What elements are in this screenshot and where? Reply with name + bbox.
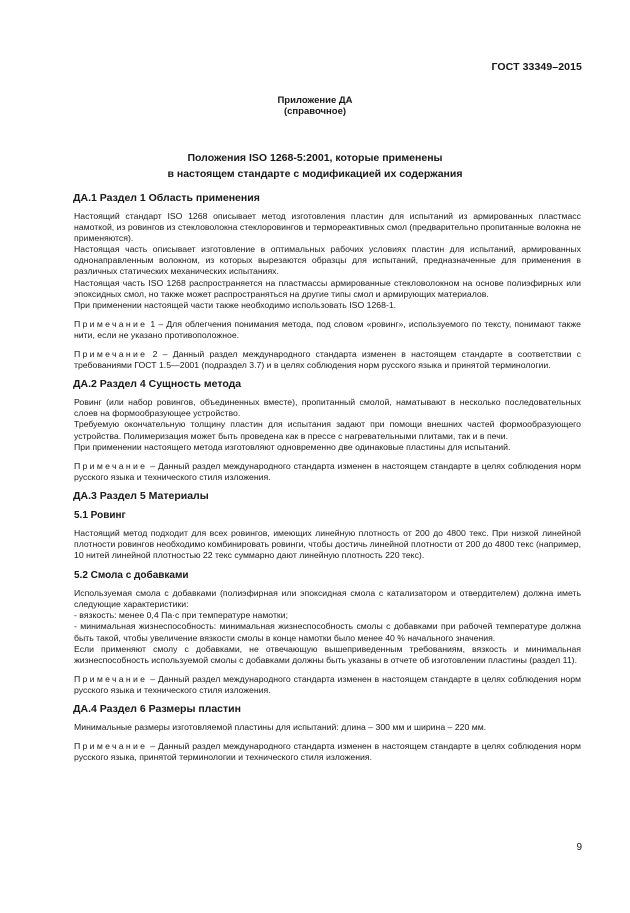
note-label: Примечание — [74, 349, 148, 360]
paragraph: Ровинг (или набор ровингов, объединенных вместе), пропитанный смолой, наматывают в несколько последовательных слоев на формообразующее устройство. — [74, 397, 581, 419]
paragraph: При применении настоящей части также необходимо использовать ISO 1268-1. — [74, 299, 397, 310]
document-body — [74, 192, 581, 763]
paragraph: Минимальные размеры изготовляемой пластины для испытаний: длина – 300 мм и ширина – 220 мм. — [74, 722, 487, 732]
note-label: Примечание — [74, 318, 148, 329]
annex-subtitle: (справочное) — [283, 106, 347, 117]
note-label: Примечание — [74, 460, 148, 471]
title-line-2: в настоящем стандарте с модификацией их содержания — [167, 168, 463, 180]
note-text: – Данный раздел международного стандарта изменен в настоящем стандарте в целях соблюдения норм русского языка, принятой терминологии и технического стиля изложения. — [74, 741, 581, 763]
paragraph: Настоящая часть описывает изготовление в оптимальных рабочих условиях пластин для испытаний, армированных однонаправленным волокном, из которых вырезаются образцы для испытаний, предназначенные для применения в различных статических механических испытаниях. — [74, 244, 581, 277]
list-item: - вязкость: менее 0,4 Па·с при температуре намотки; — [74, 610, 288, 621]
note-text: – Данный раздел международного стандарта изменен в настоящем стандарте в целях соблюдения норм русского языка и технического стиля изложения. — [74, 673, 581, 695]
note-label: Примечание — [74, 741, 148, 752]
note-text: 2 – Данный раздел международного стандарта изменен в настоящем стандарте в соответствии с требованиями ГОСТ 1.5—2001 (подраздел 3.7) и в целях соблюдения норм русского языка и принятой терминологии. — [74, 349, 581, 371]
note-text: 1 – Для облегчения понимания метода, под словом «ровинг», используемого по тексту, понимают также нити, если не указано противоположное. — [74, 318, 581, 340]
paragraph: Настоящий стандарт ISO 1268 описывает метод изготовления пластин для испытаний из армированных пластмасс намоткой, из ровингов из стекловолокна стеклоровингов и термореактивных смол (предварительно пропитанные волокна не применяются). — [74, 211, 581, 244]
section-heading-1: ДА.1 Раздел 1 Область применения — [73, 192, 260, 204]
paragraph: Если применяют смолу с добавками, не отвечающую вышеприведенным требованиям, вязкость и минимальная жизнеспособность используемой смолы с добавками должны быть указаны в отчете об изготовлении пластины (раздел 11). — [74, 643, 581, 665]
note — [74, 741, 581, 763]
note — [74, 349, 581, 371]
subsection-heading-5-2: 5.2 Смола с добавками — [74, 570, 189, 582]
paragraph: Настоящий метод подходит для всех ровингов, имеющих линейную плотность от 200 до 4800 текс. При низкой линейной плотности ровингов необходимо комбинировать ровинги, чтобы достичь линейной плотности от 200 до 4800 текс (например, 10 нитей линейной плотностью 22 текс суммарно дают линейную плотность 220 текс). — [74, 527, 581, 561]
annex-main-title — [0, 150, 630, 182]
paragraph: Настоящая часть ISO 1268 распространяется на пластмассы армированные стекловолокном на основе полиэфирных или эпоксидных смол, но также может распространяться на другие типы смол и армирующих материалов. — [74, 277, 581, 299]
section-heading-2: ДА.2 Раздел 4 Сущность метода — [73, 378, 242, 391]
document-code: ГОСТ 33349–2015 — [491, 61, 582, 73]
section-heading-4: ДА.4 Раздел 6 Размеры пластин — [73, 703, 241, 715]
note — [74, 674, 581, 696]
page-number: 9 — [576, 842, 582, 853]
note-text: – Данный раздел международного стандарта изменен в настоящем стандарте в целях соблюдения норм русского языка и технического стиля изложения. — [74, 460, 581, 482]
title-line-1: Положения ISO 1268-5:2001, которые применены — [187, 152, 443, 164]
note — [74, 461, 581, 483]
paragraph: Используемая смола с добавками (полиэфирная или эпоксидная смола с катализатором и отвердителем) должна иметь следующие характеристики: — [74, 588, 581, 610]
list-item: - минимальная жизнеспособность: минимальная жизнеспособность смолы с добавками при рабочей температуре должна быть такой, чтобы увеличение вязкости смолы в конце намотки было менее 40 % начального значения. — [74, 621, 581, 643]
section-heading-3: ДА.3 Раздел 5 Материалы — [73, 489, 209, 502]
paragraph: Требуемую окончательную толщину пластин для испытания задают при помощи внешних частей формообразующего устройства. Полимеризация может быть проведена как в прессе с нагревательными плитами, так и в печи. — [74, 419, 581, 441]
note-label: Примечание — [74, 673, 148, 684]
note — [74, 319, 581, 341]
paragraph: При применении настоящего метода изготовляют одновременно две одинаковые пластины для испытаний. — [74, 441, 511, 452]
annex-heading — [0, 95, 630, 117]
annex-title: Приложение ДА — [277, 95, 353, 106]
subsection-heading-5-1: 5.1 Ровинг — [74, 509, 126, 521]
